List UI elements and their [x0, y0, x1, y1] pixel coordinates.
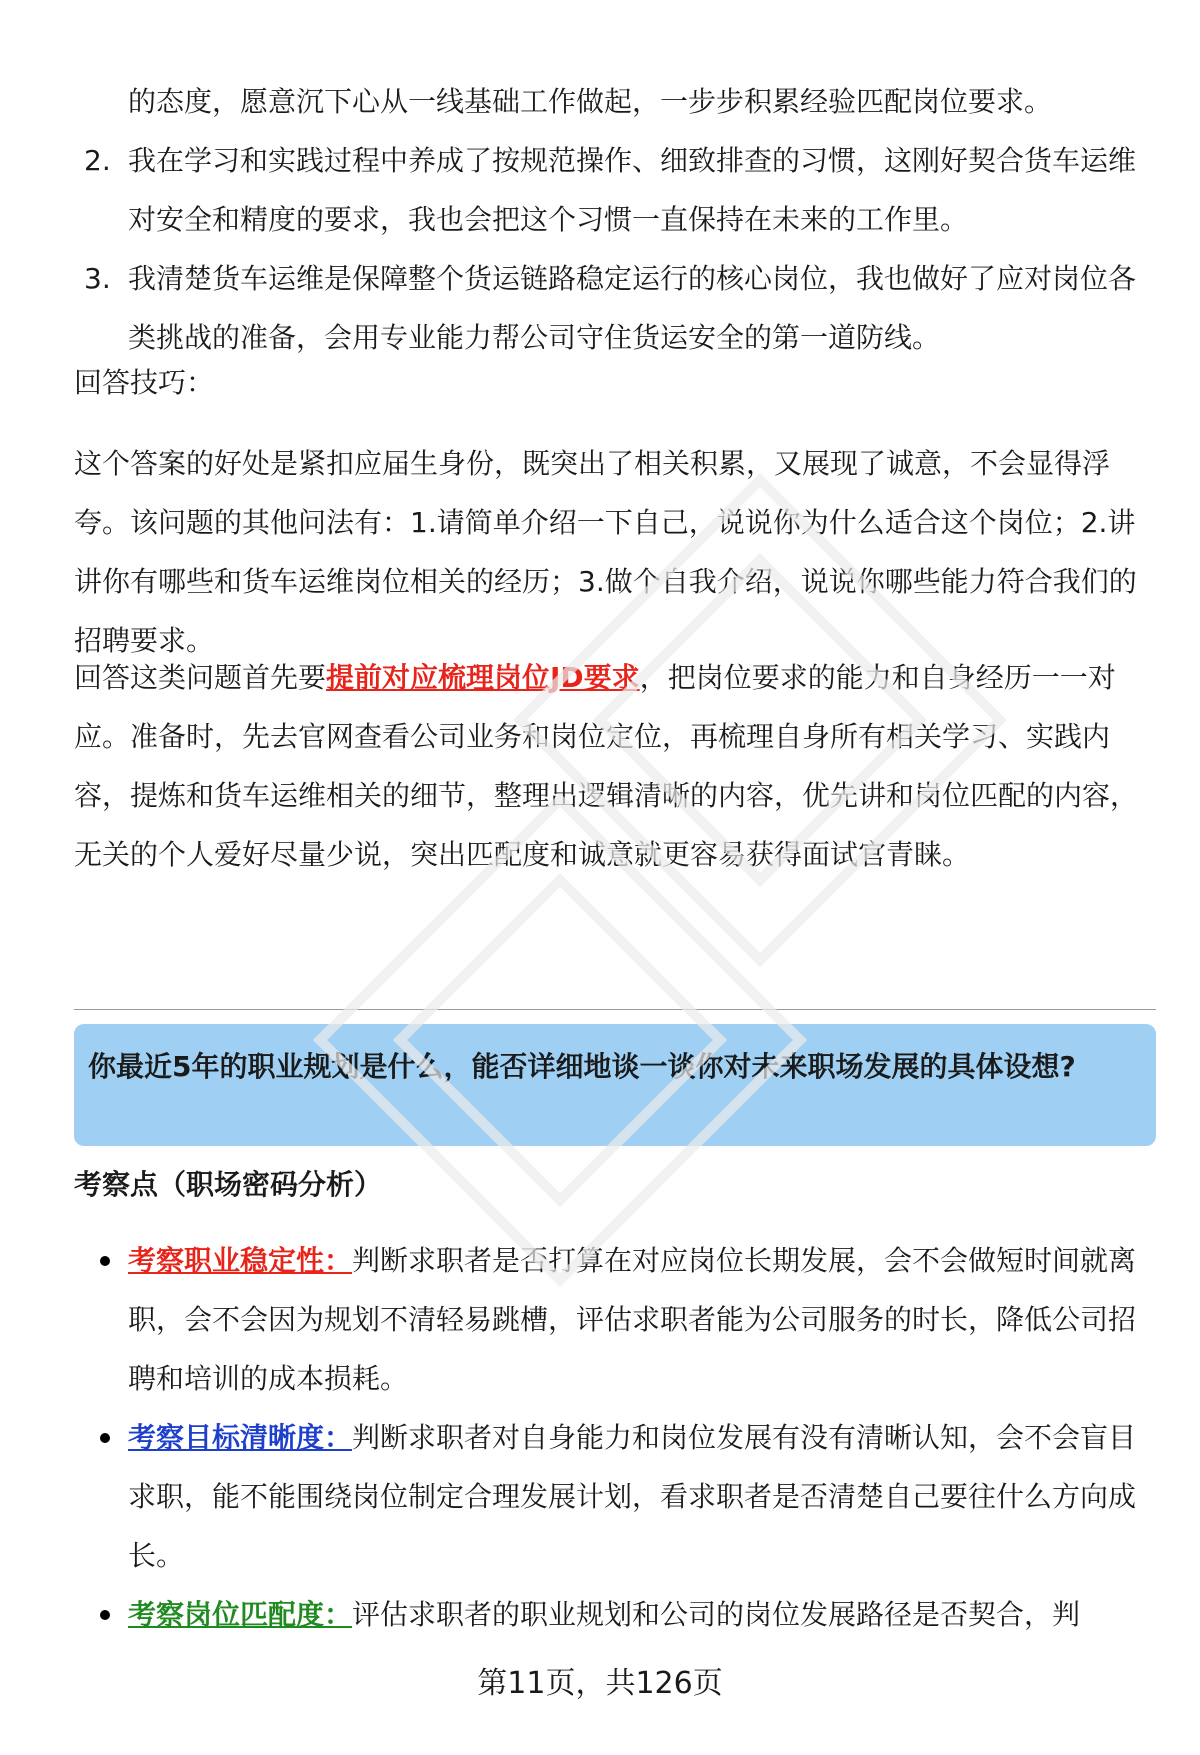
tips-paragraph: 这个答案的好处是紧扣应届生身份，既突出了相关积累，又展现了诚意，不会显得浮夸。该问题的其他问法有：1.请简单介绍一下自己，说说你为什么适合这个岗位；2.讲讲你有哪些和货车运维岗位相关的经历；3.做个自我介绍，说说你哪些能力符合我们的招聘要求。: [74, 447, 1137, 657]
bullet-text: 判断求职者是否打算在对应岗位长期发展，会不会做短时间就离职，会不会因为规划不清轻易跳槽，评估求职者能为公司服务的时长，降低公司招聘和培训的成本损耗。: [128, 1244, 1137, 1395]
bullet-key: 考察岗位匹配度：: [128, 1598, 353, 1631]
continuation-text: 的态度，愿意沉下心从一线基础工作做起，一步步积累经验匹配岗位要求。: [128, 85, 1053, 118]
bullet-key: 考察职业稳定性：: [128, 1244, 353, 1277]
tips-label: 回答技巧：: [74, 366, 215, 399]
bullet-dot-icon: [100, 1256, 110, 1266]
bullet-item: [74, 1408, 1156, 1585]
list-number: 2.: [84, 144, 111, 177]
list-item-text: 我在学习和实践过程中养成了按规范操作、细致排查的习惯，这刚好契合货车运维对安全和精度的要求，我也会把这个习惯一直保持在未来的工作里。: [128, 144, 1137, 236]
section-subheading: 考察点（职场密码分析）: [74, 1168, 383, 1201]
bullet-text: 判断求职者对自身能力和岗位发展有没有清晰认知，会不会盲目求职，能不能围绕岗位制定合理发展计划，看求职者是否清楚自己要往什么方向成长。: [128, 1421, 1137, 1572]
bullet-text: 评估求职者的职业规划和公司的岗位发展路径是否契合，判: [352, 1598, 1081, 1631]
bullet-dot-icon: [100, 1433, 110, 1443]
tips-paragraph-jd: [74, 648, 1156, 884]
bullet-key: 考察目标清晰度：: [128, 1421, 353, 1454]
highlight-text: 提前对应梳理岗位JD要求: [326, 661, 640, 694]
question-text: 你最近5年的职业规划是什么，能否详细地谈一谈你对未来职场发展的具体设想?: [88, 1050, 1076, 1083]
tips-text: ，把岗位要求的能力和自身经历一一对应。准备时，先去官网查看公司业务和岗位定位，再梳理自身所有相关学习、实践内容，提炼和货车运维相关的细节，整理出逻辑清晰的内容，优先讲和岗位匹配的内容，无关的个人爱好尽量少说，突出匹配度和诚意就更容易获得面试官青睐。: [74, 661, 1139, 871]
tips-text: 回答这类问题首先要: [74, 661, 327, 694]
list-item: [74, 249, 1156, 367]
bullet-item: [74, 1231, 1156, 1408]
bullet-item: [74, 1585, 1156, 1644]
bullet-dot-icon: [100, 1610, 110, 1620]
ordered-list: [74, 131, 1156, 367]
question-box: [74, 1024, 1156, 1146]
section-divider: [74, 1009, 1156, 1010]
list-item: [74, 131, 1156, 249]
list-number: 3.: [84, 262, 111, 295]
page-footer: 第11页，共126页: [477, 1666, 723, 1701]
list-item-text: 我清楚货车运维是保障整个货运链路稳定运行的核心岗位，我也做好了应对岗位各类挑战的准备，会用专业能力帮公司守住货运安全的第一道防线。: [128, 262, 1137, 354]
bullet-list: [74, 1231, 1156, 1644]
